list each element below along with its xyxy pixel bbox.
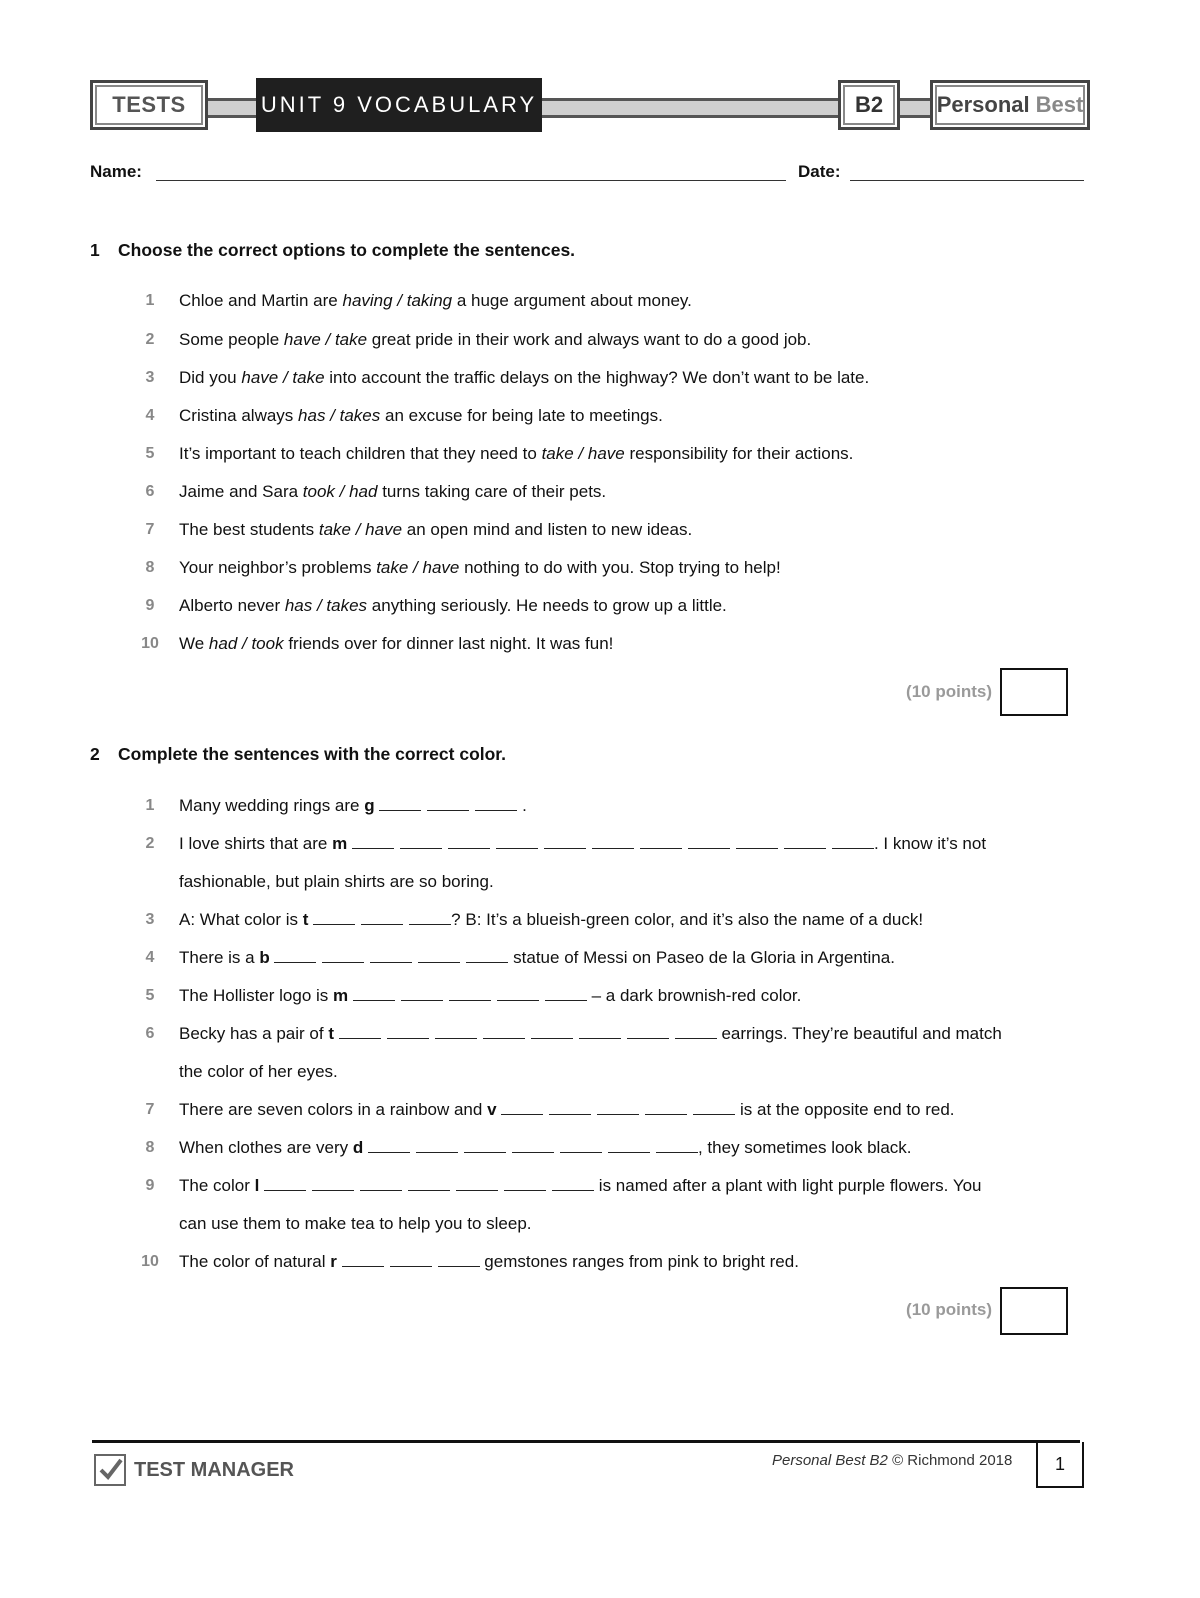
item-number: 3 — [145, 911, 155, 928]
section-1-score-box[interactable] — [1000, 668, 1068, 716]
letter-blank[interactable] — [312, 1176, 354, 1191]
sentence-text — [179, 910, 1088, 930]
answer-options: have / take — [283, 330, 368, 349]
sentence-text — [179, 596, 1088, 616]
sentence-text-start: I love shirts that are — [179, 834, 333, 853]
section-2-points: (10 points) — [906, 1300, 992, 1319]
sentence-text-start: The best students — [179, 520, 319, 539]
item-number: 4 — [145, 949, 155, 966]
sentence-continuation: fashionable, but plain shirts are so boring. — [179, 872, 494, 891]
letter-blank[interactable] — [409, 910, 451, 925]
sentence-text-end: friends over for dinner last night. It was fun! — [283, 634, 614, 653]
sentence-text — [179, 1138, 1088, 1158]
sentence-text — [179, 558, 1088, 578]
section-2-score-box[interactable] — [1000, 1287, 1068, 1335]
answer-options: take / have — [376, 558, 460, 577]
tests-label: TESTS — [90, 80, 208, 130]
sentence-text-start: The color — [179, 1176, 255, 1195]
sentence-text — [179, 1100, 1088, 1120]
letter-blank[interactable] — [512, 1138, 554, 1153]
letter-blank[interactable] — [342, 1252, 384, 1267]
sentence-text — [179, 1176, 1088, 1196]
sentence-text — [179, 520, 1088, 540]
letter-blank[interactable] — [264, 1176, 306, 1191]
sentence-text-start: Your neighbor’s problems — [179, 558, 377, 577]
letter-blank[interactable] — [352, 834, 394, 849]
item-number: 9 — [145, 597, 155, 614]
letter-blank[interactable] — [560, 1138, 602, 1153]
sentence-text-end: , they sometimes look black. — [697, 1138, 912, 1157]
answer-options: has / takes — [298, 406, 381, 425]
letter-blank[interactable] — [544, 834, 586, 849]
sentence-text — [179, 482, 1088, 502]
sentence-text-start: The Hollister logo is — [179, 986, 334, 1005]
letter-blank[interactable] — [466, 948, 508, 963]
letter-blank[interactable] — [736, 834, 778, 849]
sentence-text — [179, 948, 1088, 968]
answer-options: have / take — [241, 368, 325, 387]
letter-blank[interactable] — [353, 986, 395, 1001]
letter-blank[interactable] — [579, 1024, 621, 1039]
letter-blank[interactable] — [504, 1176, 546, 1191]
letter-blank[interactable] — [322, 948, 364, 963]
answer-options: has / takes — [284, 596, 368, 615]
brand-logo-part1: Personal — [936, 92, 1030, 117]
page-number: 1 — [1036, 1442, 1084, 1488]
sentence-text — [179, 1024, 1088, 1044]
sentence-text-start: Chloe and Martin are — [179, 291, 343, 310]
sentence-text-end: earrings. They’re beautiful and match — [716, 1024, 1002, 1043]
letter-blank[interactable] — [464, 1138, 506, 1153]
first-letter: l — [254, 1176, 260, 1195]
sentence-text-start: It’s important to teach children that they need to — [179, 444, 542, 463]
letter-blank[interactable] — [339, 1024, 381, 1039]
item-number: 8 — [145, 1139, 155, 1156]
section-number: 1 — [90, 240, 100, 260]
letter-blank[interactable] — [427, 796, 469, 811]
letter-blank[interactable] — [313, 910, 355, 925]
item-number: 9 — [145, 1177, 155, 1194]
unit-title: UNIT 9 VOCABULARY — [256, 78, 542, 132]
item-number: 6 — [145, 483, 155, 500]
sentence-text-end: – a dark brownish-red color. — [586, 986, 802, 1005]
letter-blank[interactable] — [274, 948, 316, 963]
first-letter: m — [332, 834, 348, 853]
section-1-title — [90, 240, 575, 261]
letter-blank[interactable] — [627, 1024, 669, 1039]
letter-blank[interactable] — [400, 834, 442, 849]
sentence-text-end: . — [517, 796, 527, 815]
answer-options: having / taking — [342, 291, 453, 310]
letter-blank[interactable] — [497, 986, 539, 1001]
letter-blank[interactable] — [688, 834, 730, 849]
sentence-text-start: Did you — [179, 368, 242, 387]
item-number: 1 — [145, 292, 155, 309]
brand-logo — [930, 80, 1090, 130]
sentence-text-start: We — [179, 634, 209, 653]
name-field[interactable] — [156, 180, 786, 181]
date-field[interactable] — [850, 180, 1084, 181]
letter-blank[interactable] — [456, 1176, 498, 1191]
answer-options: had / took — [208, 634, 284, 653]
letter-blank[interactable] — [438, 1252, 480, 1267]
letter-blank[interactable] — [483, 1024, 525, 1039]
first-letter: g — [364, 796, 375, 815]
item-number: 1 — [145, 797, 155, 814]
letter-blank[interactable] — [448, 834, 490, 849]
sentence-text — [179, 986, 1088, 1006]
letter-blank[interactable] — [608, 1138, 650, 1153]
sentence-text — [179, 1252, 1088, 1272]
first-letter: t — [302, 910, 309, 929]
test-manager-text: TEST MANAGER — [134, 1458, 294, 1481]
brand-logo-part2: Best — [1035, 92, 1084, 117]
letter-blank[interactable] — [387, 1024, 429, 1039]
sentence-text-end: nothing to do with you. Stop trying to help! — [459, 558, 781, 577]
copyright-title: Personal Best B2 — [772, 1452, 888, 1469]
sentence-text — [179, 291, 1088, 311]
sentence-continuation: the color of her eyes. — [179, 1062, 338, 1081]
item-number: 10 — [141, 635, 159, 652]
sentence-text-end: . I know it’s not — [873, 834, 987, 853]
sentence-text-start: A: What color is — [179, 910, 303, 929]
sentence-text — [179, 444, 1088, 464]
first-letter: d — [352, 1138, 364, 1157]
item-number: 2 — [145, 331, 155, 348]
letter-blank[interactable] — [449, 986, 491, 1001]
sentence-text-start: Becky has a pair of — [179, 1024, 329, 1043]
sentence-text — [179, 834, 1088, 854]
section-2-title — [90, 744, 506, 765]
sentence-text-end: an open mind and listen to new ideas. — [402, 520, 693, 539]
letter-blank[interactable] — [552, 1176, 594, 1191]
item-number: 7 — [145, 1101, 155, 1118]
sentence-text — [179, 634, 1088, 654]
sentence-text-end: great pride in their work and always want to do a good job. — [367, 330, 812, 349]
item-number: 6 — [145, 1025, 155, 1042]
letter-blank[interactable] — [656, 1138, 698, 1153]
copyright — [772, 1452, 1012, 1469]
sentence-text-end: an excuse for being late to meetings. — [380, 406, 663, 425]
item-number: 7 — [145, 521, 155, 538]
sentence-text-start: When clothes are very — [179, 1138, 353, 1157]
first-letter: b — [259, 948, 270, 967]
letter-blank[interactable] — [597, 1100, 639, 1115]
item-number: 10 — [141, 1253, 159, 1270]
letter-blank[interactable] — [549, 1100, 591, 1115]
letter-blank[interactable] — [370, 948, 412, 963]
letter-blank[interactable] — [361, 910, 403, 925]
sentence-text-start: The color of natural — [179, 1252, 331, 1271]
section-1-points: (10 points) — [906, 682, 992, 701]
sentence-text-end: a huge argument about money. — [452, 291, 692, 310]
letter-blank[interactable] — [418, 948, 460, 963]
sentence-text-end: ? B: It’s a blueish-green color, and it’s also the name of a duck! — [451, 910, 924, 929]
letter-blank[interactable] — [435, 1024, 477, 1039]
letter-blank[interactable] — [390, 1252, 432, 1267]
sentence-text-start: There are seven colors in a rainbow and — [179, 1100, 488, 1119]
sentence-text — [179, 330, 1088, 350]
sentence-text-start: Some people — [179, 330, 284, 349]
letter-blank[interactable] — [360, 1176, 402, 1191]
checkbox-icon — [94, 1454, 126, 1486]
name-label: Name: — [90, 162, 142, 181]
first-letter: m — [333, 986, 349, 1005]
sentence-text — [179, 406, 1088, 426]
sentence-text-end: gemstones ranges from pink to bright red. — [479, 1252, 799, 1271]
letter-blank[interactable] — [693, 1100, 735, 1115]
item-number: 3 — [145, 369, 155, 386]
item-number: 5 — [145, 987, 155, 1004]
item-number: 8 — [145, 559, 155, 576]
letter-blank[interactable] — [832, 834, 874, 849]
sentence-text-end: statue of Messi on Paseo de la Gloria in Argentina. — [508, 948, 895, 967]
letter-blank[interactable] — [475, 796, 517, 811]
section-heading: Choose the correct options to complete the sentences. — [118, 240, 576, 260]
footer-rule — [92, 1440, 1080, 1443]
first-letter: v — [487, 1100, 497, 1119]
copyright-rest: © Richmond 2018 — [887, 1452, 1013, 1469]
sentence-text — [179, 368, 1088, 388]
sentence-text-end: into account the traffic delays on the highway? We don’t want to be late. — [324, 368, 870, 387]
sentence-text-start: Jaime and Sara — [179, 482, 303, 501]
letter-blank[interactable] — [531, 1024, 573, 1039]
section-number: 2 — [90, 744, 100, 764]
sentence-text-end: responsibility for their actions. — [624, 444, 854, 463]
sentence-text-end: turns taking care of their pets. — [377, 482, 607, 501]
sentence-text-start: Many wedding rings are — [179, 796, 365, 815]
letter-blank[interactable] — [592, 834, 634, 849]
sentence-text-end: is named after a plant with light purple flowers. You — [594, 1176, 982, 1195]
answer-options: take / have — [318, 520, 403, 539]
sentence-continuation: can use them to make tea to help you to sleep. — [179, 1214, 532, 1233]
sentence-text-end: is at the opposite end to red. — [735, 1100, 955, 1119]
answer-options: took / had — [302, 482, 378, 501]
sentence-text-start: Cristina always — [179, 406, 299, 425]
answer-options: take / have — [541, 444, 625, 463]
letter-blank[interactable] — [401, 986, 443, 1001]
letter-blank[interactable] — [379, 796, 421, 811]
item-number: 4 — [145, 407, 155, 424]
letter-blank[interactable] — [545, 986, 587, 1001]
first-letter: t — [328, 1024, 334, 1043]
letter-blank[interactable] — [368, 1138, 410, 1153]
test-manager-logo — [94, 1454, 294, 1486]
section-heading: Complete the sentences with the correct color. — [118, 744, 507, 764]
item-number: 2 — [145, 835, 155, 852]
letter-blank[interactable] — [501, 1100, 543, 1115]
letter-blank[interactable] — [640, 834, 682, 849]
date-label: Date: — [798, 162, 841, 181]
item-number: 5 — [145, 445, 155, 462]
letter-blank[interactable] — [784, 834, 826, 849]
letter-blank[interactable] — [416, 1138, 458, 1153]
sentence-text-end: anything seriously. He needs to grow up a little. — [367, 596, 727, 615]
first-letter: r — [330, 1252, 337, 1271]
sentence-text-start: There is a — [179, 948, 260, 967]
letter-blank[interactable] — [675, 1024, 717, 1039]
level-badge: B2 — [838, 80, 900, 130]
letter-blank[interactable] — [496, 834, 538, 849]
sentence-text-start: Alberto never — [179, 596, 285, 615]
sentence-text — [179, 796, 1088, 816]
letter-blank[interactable] — [645, 1100, 687, 1115]
letter-blank[interactable] — [408, 1176, 450, 1191]
